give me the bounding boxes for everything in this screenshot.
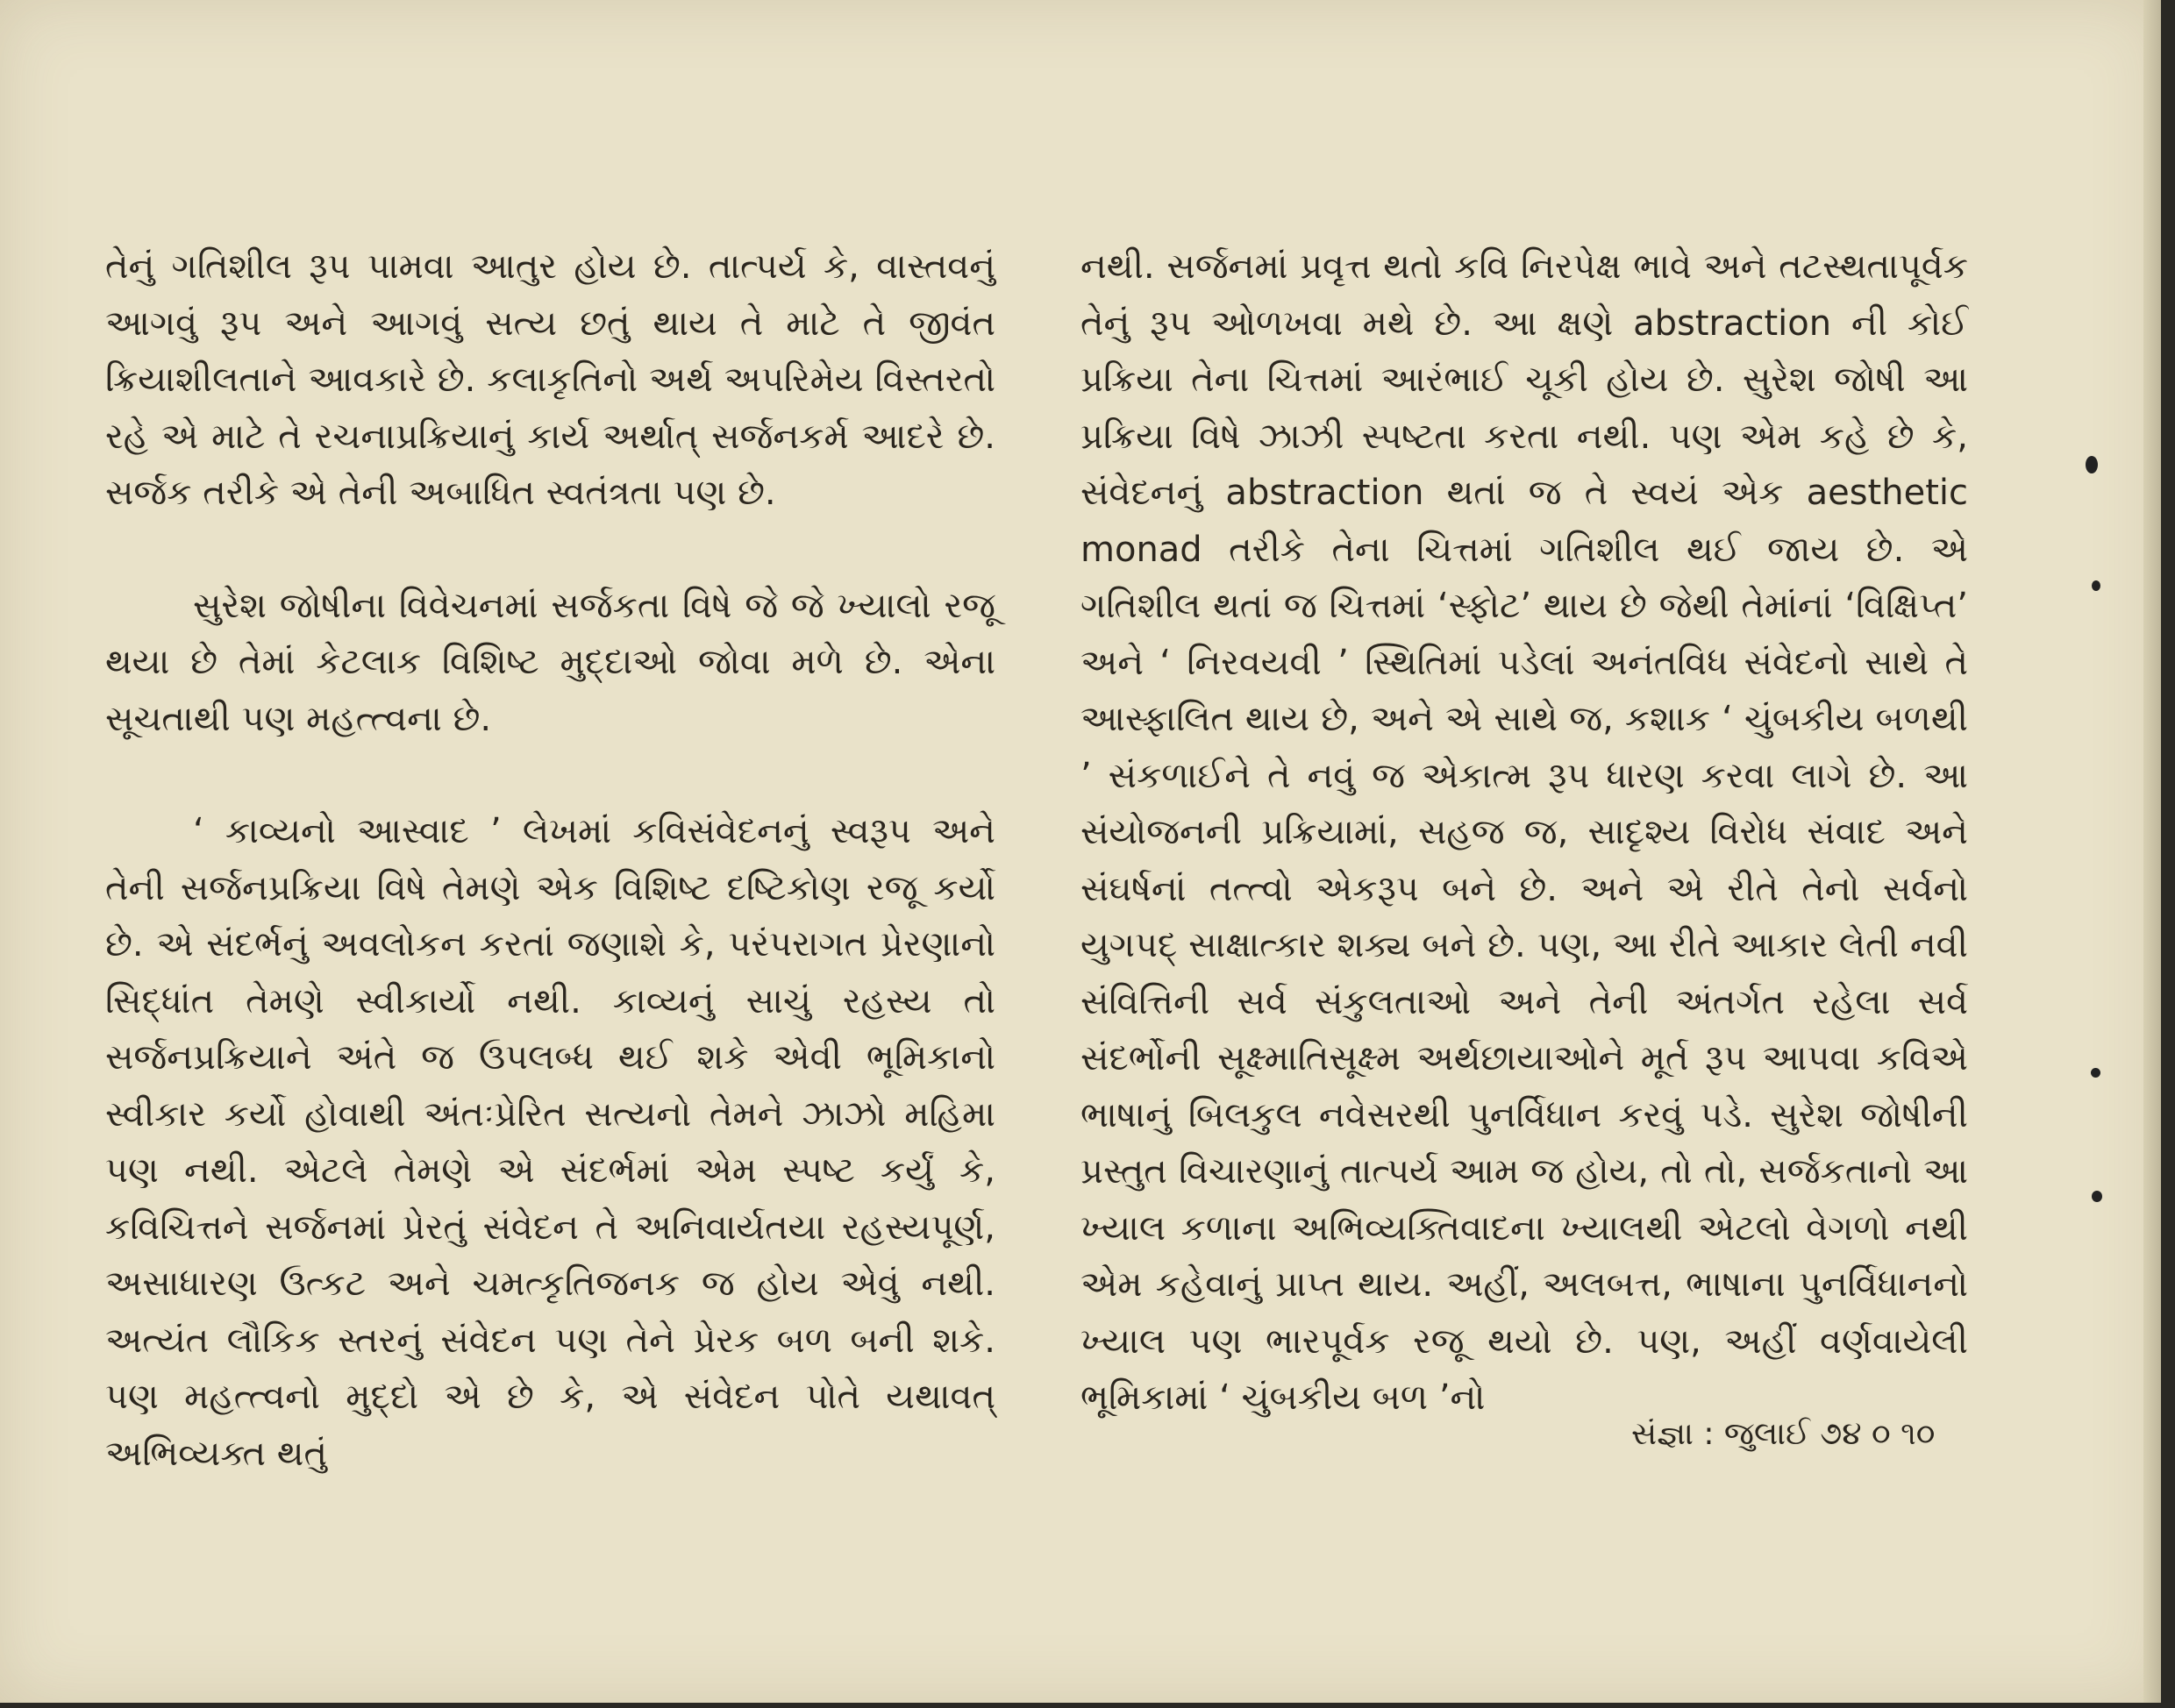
left-column <box>105 238 995 1482</box>
paragraph: સુરેશ જોષીના વિવેચનમાં સર્જકતા વિષે જે જે ખ્યાલો રજૂ થયા છે તેમાં કેટલાક વિશિષ્ટ મુદ્દાઓ જોવા મળે છે. એના સૂચતાથી પણ મહત્ત્વના છે. <box>105 585 995 739</box>
punch-mark <box>2086 456 2098 473</box>
paragraph: નથી. સર્જનમાં પ્રવૃત્ત થતો કવિ નિરપેક્ષ ભાવે અને તટસ્થતાપૂર્વક તેનું રૂપ ઓળખવા મથે છે. આ ક્ષણે abstraction ની કોઈ પ્રક્રિયા તેના ચિત્તમાં આરંભાઈ ચૂકી હોય છે. સુરેશ જોષી આ પ્રક્રિયા વિષે ઝાઝી સ્પષ્ટતા કરતા નથી. પણ એમ કહે છે કે, સંવેદનનું abstraction થતાં જ તે સ્વયં એક aesthetic monad તરીકે તેના ચિત્તમાં ગતિશીલ થઈ જાય છે. એ ગતિશીલ થતાં જ ચિત્તમાં ‘સ્ફોટ’ થાય છે જેથી તેમાંનાં ‘વિક્ષિપ્ત’ અને ‘ નિરવયવી ’ સ્થિતિમાં પડેલાં અનંતવિધ સંવેદનો સાથે તે આસ્ફાલિત થાય છે, અને એ સાથે જ, કશાક ‘ ચુંબકીય બળથી ’ સંકળાઈને તે નવું જ એકાત્મ રૂપ ધારણ કરવા લાગે છે. આ સંયોજનની પ્રક્રિયામાં, સહજ જ, સાદૃશ્ય વિરોધ સંવાદ અને સંઘર્ષનાં તત્ત્વો એકરૂપ બને છે. અને એ રીતે તેનો સર્વનો યુગપદ્ સાક્ષાત્કાર શક્ય બને છે. પણ, આ રીતે આકાર લેતી નવી સંવિત્તિની સર્વ સંકુલતાઓ અને તેની અંતર્ગત રહેલા સર્વ સંદર્ભોની સૂક્ષ્માતિસૂક્ષ્મ અર્થછાયાઓને મૂર્ત રૂપ આપવા કવિએ ભાષાનું બિલકુલ નવેસરથી પુનર્વિધાન કરવું પડે. સુરેશ જોષીની પ્રસ્તુત વિચારણાનું તાત્પર્ય આમ જ હોય, તો તો, સર્જકતાનો આ ખ્યાલ કળાના અભિવ્યક્તિવાદના ખ્યાલથી એટલો વેગળો નથી એમ કહેવાનું પ્રાપ્ત થાય. અહીં, અલબત્ત, ભાષાના પુનર્વિધાનનો ખ્યાલ પણ ભારપૂર્વક રજૂ થયો છે. પણ, અહીં વર્ણવાયેલી ભૂમિકામાં ‘ ચુંબકીય બળ ’નો <box>1080 246 1968 1418</box>
punch-mark <box>2092 1191 2102 1202</box>
page-footer: સંજ્ઞા : જુલાઈ ૭૪ ૦ ૧૦ <box>1631 1416 1936 1452</box>
right-column <box>1080 238 1968 1427</box>
punch-mark <box>2091 1068 2100 1078</box>
paragraph: ‘ કાવ્યનો આસ્વાદ ’ લેખમાં કવિસંવેદનનું સ્વરૂપ અને તેની સર્જનપ્રક્રિયા વિષે તેમણે એક વિશિષ્ટ દષ્ટિકોણ રજૂ કર્યો છે. એ સંદર્ભનું અવલોકન કરતાં જણાશે કે, પરંપરાગત પ્રેરણાનો સિદ્ધાંત તેમણે સ્વીકાર્યો નથી. કાવ્યનું સાચું રહસ્ય તો સર્જનપ્રક્રિયાને અંતે જ ઉપલબ્ધ થઈ શકે એવી ભૂમિકાનો સ્વીકાર કર્યો હોવાથી અંતઃપ્રેરિત સત્યનો તેમને ઝાઝો મહિમા પણ નથી. એટલે તેમણે એ સંદર્ભમાં એમ સ્પષ્ટ કર્યું કે, કવિચિત્તને સર્જનમાં પ્રેરતું સંવેદન તે અનિવાર્યતયા રહસ્યપૂર્ણ, અસાધારણ ઉત્કટ અને ચમત્કૃતિજનક જ હોય એવું નથી. અત્યંત લૌકિક સ્તરનું સંવેદન પણ તેને પ્રેરક બળ બની શકે. પણ મહત્ત્વનો મુદ્દો એ છે કે, એ સંવેદન પોતે યથાવત્ અભિવ્યક્ત થતું <box>105 811 995 1474</box>
paragraph: તેનું ગતિશીલ રૂપ પામવા આતુર હોય છે. તાત્પર્ય કે, વાસ્તવનું આગવું રૂપ અને આગવું સત્ય છતું થાય તે માટે તે જીવંત ક્રિયાશીલતાને આવકારે છે. કલાકૃતિનો અર્થ અપરિમેય વિસ્તરતો રહે એ માટે તે રચનાપ્રક્રિયાનું કાર્ય અર્થાત્ સર્જનકર્મ આદરે છે. સર્જક તરીકે એ તેની અબાધિત સ્વતંત્રતા પણ છે. <box>105 246 995 513</box>
punch-mark <box>2092 580 2100 591</box>
